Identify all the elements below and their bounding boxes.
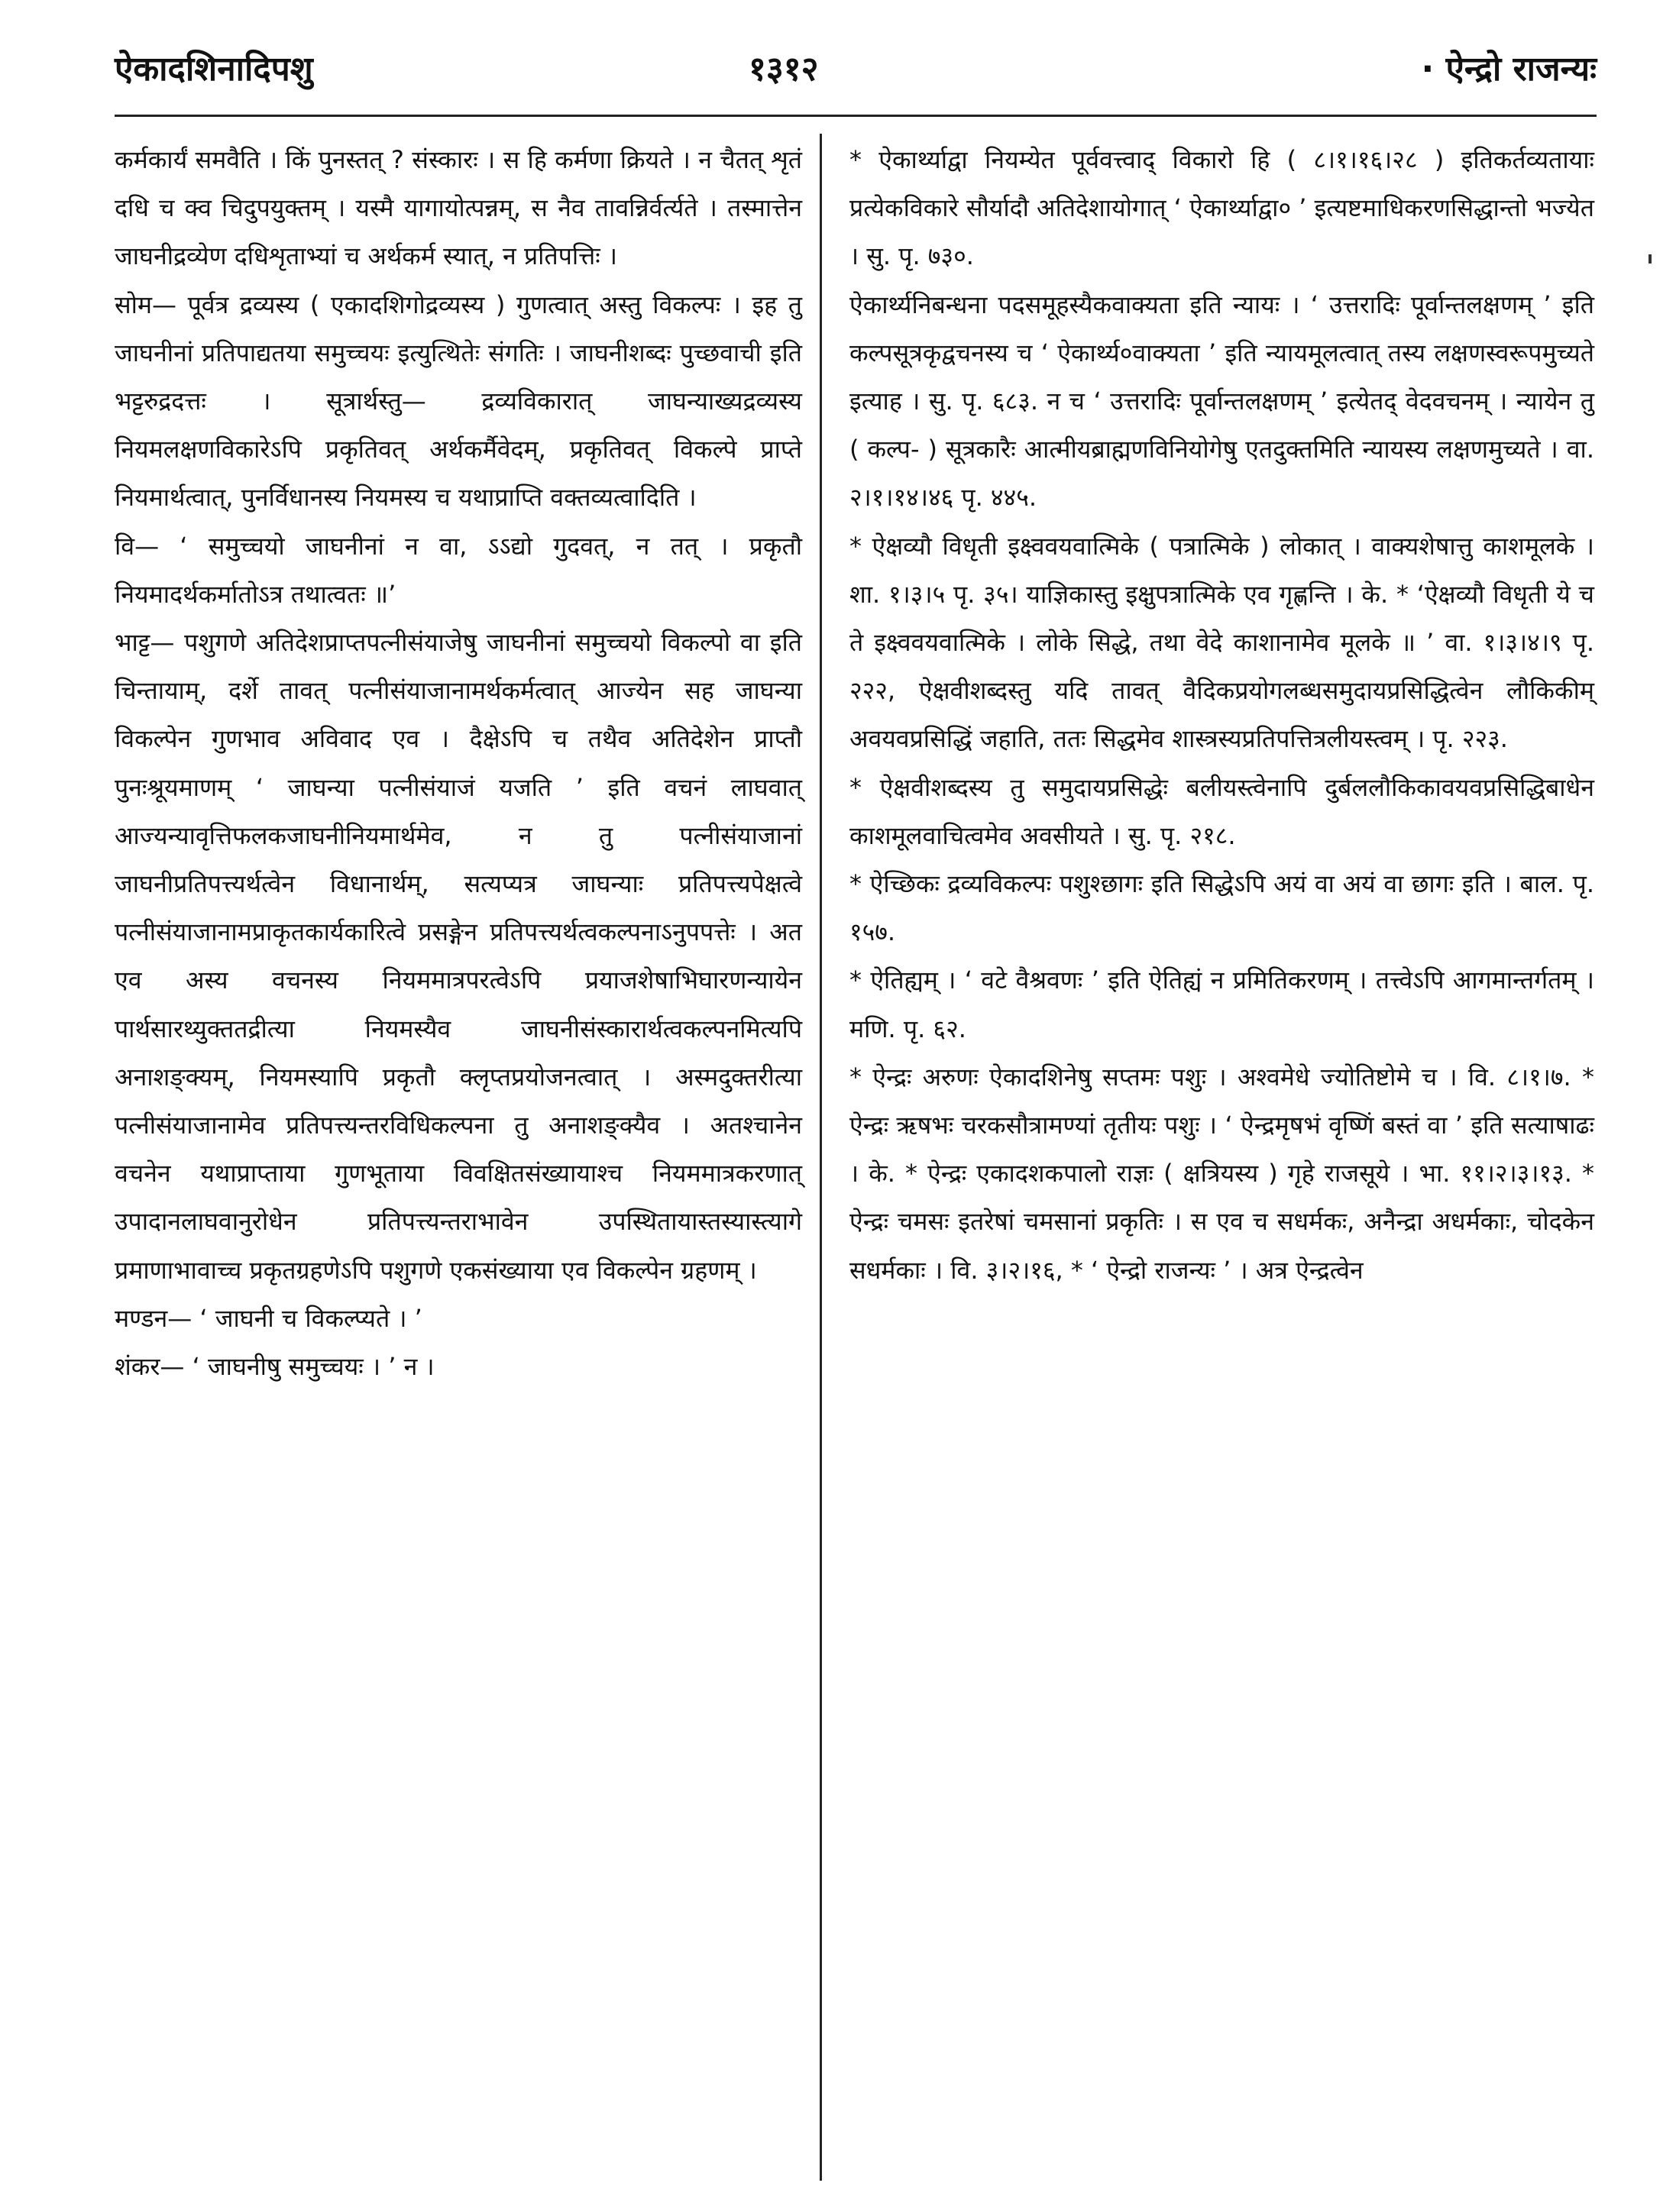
paragraph: मण्डन— ‘ जाघनी च विकल्प्यते । ’ — [115, 1303, 422, 1333]
paragraph: * ऐक्षवीशब्दस्य तु समुदायप्रसिद्धेः बलीयस्त्वेनापि दुर्बललौकिकावयवप्रसिद्धिबाधेन काशमूलवाचित्वमेव अवसीयते । सु. पृ. २१८. — [849, 772, 1594, 850]
paragraph: शंकर— ‘ जाघनीषु समुच्चयः । ’ न । — [115, 1352, 435, 1382]
left-column — [115, 136, 802, 1391]
paragraph: कर्मकार्यं समवैति । किं पुनस्तत् ? संस्कारः । स हि कर्मणा क्रियते । न चैतत् शृतं दधि च क्व चिदुपयुक्तम् । यस्मै यागायोत्पन्नम्, स नैव तावन्निर्वर्त्यते । तस्मात्तेन जाघनीद्रव्येण दधिशृताभ्यां च अर्थकर्म स्यात्, न प्रतिपत्तिः । — [115, 145, 802, 271]
paragraph: सोम— पूर्वत्र द्रव्यस्य ( एकादशिगोद्रव्यस्य ) गुणत्वात् अस्तु विकल्पः । इह तु जाघनीनां प्रतिपाद्यतया समुच्चयः इत्युत्थितेः संगतिः । जाघनीशब्दः पुच्छवाची इति भट्टरुद्रदत्तः । सूत्रार्थस्तु— द्रव्यविकारात् जाघन्याख्यद्रव्यस्य नियमलक्षणविकारेऽपि प्रकृतिवत् अर्थकर्मैवेदम्, प्रकृतिवत् विकल्पे प्राप्ते नियमार्थत्वात्, पुनर्विधानस्य नियमस्य च यथाप्राप्ति वक्तव्यत्वादिति । — [115, 289, 802, 513]
paragraph: * ऐकार्थ्याद्वा नियम्येत पूर्ववत्त्वाद् विकारो हि ( ८।१।१६।२८ ) इतिकर्तव्यतायाः प्रत्येकविकारे सौर्यादौ अतिदेशायोगात् ‘ ऐकार्थ्याद्वा० ’ इत्यष्टमाधिकरणसिद्धान्तो भज्येत । सु. पृ. ७३०. — [849, 145, 1594, 271]
right-column — [849, 136, 1594, 1295]
paragraph: * ऐच्छिकः द्रव्यविकल्पः पशुश्छागः इति सिद्धेऽपि अयं वा अयं वा छागः इति । बाल. पृ. १५७. — [849, 869, 1594, 947]
scan-speck — [1648, 254, 1652, 264]
running-head-left: ऐकादशिनादिपशु — [115, 50, 313, 89]
paragraph: वि— ‘ समुच्चयो जाघनीनां न वा, ऽऽद्यो गुदवत्, न तत् । प्रकृतौ नियमादर्थकर्मातोऽत्र तथात्वतः ॥’ — [115, 531, 802, 609]
page-header — [115, 44, 1597, 105]
running-head-right: · ऐन्द्रो राजन्यः — [1421, 50, 1597, 89]
column-divider — [820, 134, 822, 2181]
page-number: १३१२ — [749, 50, 819, 89]
paragraph: * ऐक्षव्यौ विधृती इक्ष्ववयवात्मिके ( पत्रात्मिके ) लोकात् । वाक्यशेषात्तु काशमूलके । शा. १।३।५ पृ. ३५। याज्ञिकास्तु इक्षुपत्रात्मिके एव गृह्णन्ति । के. * ‘ऐक्षव्यौ विधृती ये च ते इक्ष्ववयवात्मिके । लोके सिद्धे, तथा वेदे काशानामेव मूलके ॥ ’ वा. १।३।४।९ पृ. २२२, ऐक्षवीशब्दस्तु यदि तावत् वैदिकप्रयोगलब्धसमुदायप्रसिद्धित्वेन लौकिकीम् अवयवप्रसिद्धिं जहाति, ततः सिद्धमेव शास्त्रस्यप्रतिपत्तित्रलीयस्त्वम् । पृ. २२३. — [849, 531, 1594, 754]
paragraph: * ऐतिह्यम् । ‘ वटे वैश्रवणः ’ इति ऐतिह्यं न प्रमितिकरणम् । तत्त्वेऽपि आगमान्तर्गतम् । मणि. पृ. ६२. — [849, 965, 1594, 1043]
header-rule — [115, 115, 1597, 117]
paragraph: भाट्ट— पशुगणे अतिदेशप्राप्तपत्नीसंयाजेषु जाघनीनां समुच्चयो विकल्पो वा इति चिन्तायाम्, दर्शे तावत् पत्नीसंयाजानामर्थकर्मत्वात् आज्येन सह जाघन्या विकल्पेन गुणभाव अविवाद एव । दैक्षेऽपि च तथैव अतिदेशेन प्राप्तौ पुनःश्रूयमाणम् ‘ जाघन्या पत्नीसंयाजं यजति ’ इति वचनं लाघवात् आज्यन्यावृत्तिफलकजाघनीनियमार्थमेव, न तु पत्नीसंयाजानां जाघनीप्रतिपत्त्यर्थत्वेन विधानार्थम्, सत्यप्यत्र जाघन्याः प्रतिपत्त्यपेक्षत्वे पत्नीसंयाजानामप्राकृतकार्यकारित्वे प्रसङ्गेन प्रतिपत्त्यर्थत्वकल्पनाऽनुपपत्तेः । अत एव अस्य वचनस्य नियममात्रपरत्वेऽपि प्रयाजशेषाभिघारणन्यायेन पार्थसारथ्युक्ततद्रीत्या नियमस्यैव जाघनीसंस्कारार्थत्वकल्पनमित्यपि अनाशङ्क्यम्, नियमस्यापि प्रकृतौ क्लृप्तप्रयोजनत्वात् । अस्मदुक्तरीत्या पत्नीसंयाजानामेव प्रतिपत्त्यन्तरविधिकल्पना तु अनाशङ्क्यैव । अतश्चानेन वचनेन यथाप्राप्ताया गुणभूताया विवक्षितसंख्यायाश्च नियममात्रकरणात् उपादानलाघवानुरोधेन प्रतिपत्त्यन्तराभावेन उपस्थितायास्तस्यास्त्यागे प्रमाणाभावाच्च प्रकृतग्रहणेऽपि पशुगणे एकसंख्याया एव विकल्पेन ग्रहणम् । — [115, 628, 802, 1285]
paragraph: ऐकार्थ्यनिबन्धना पदसमूहस्यैकवाक्यता इति न्यायः । ‘ उत्तरादिः पूर्वान्तलक्षणम् ’ इति कल्पसूत्रकृद्वचनस्य च ‘ ऐकार्थ्य०वाक्यता ’ इति न्यायमूलत्वात् तस्य लक्षणस्वरूपमुच्यते इत्याह । सु. पृ. ६८३. न च ‘ उत्तरादिः पूर्वान्तलक्षणम् ’ इत्येतद् वेदवचनम् । न्यायेन तु ( कल्प- ) सूत्रकारैः आत्मीयब्राह्मणविनियोगेषु एतदुक्तमिति न्यायस्य लक्षणमुच्यते । वा. २।१।१४।४६ पृ. ४४५. — [849, 289, 1594, 513]
paragraph: * ऐन्द्रः अरुणः ऐकादशिनेषु सप्तमः पशुः । अश्वमेधे ज्योतिष्टोमे च । वि. ८।१।७. * ऐन्द्रः ऋषभः चरकसौत्रामण्यां तृतीयः पशुः । ‘ ऐन्द्रमृषभं वृष्णिं बस्तं वा ’ इति सत्याषाढः । के. * ऐन्द्रः एकादशकपालो राज्ञः ( क्षत्रियस्य ) गृहे राजसूये । भा. ११।२।३।१३. * ऐन्द्रः चमसः इतरेषां चमसानां प्रकृतिः । स एव च सधर्मकः, अनैन्द्रा अधर्मकाः, चोदकेन सधर्मकाः । वि. ३।२।१६, * ‘ ऐन्द्रो राजन्यः ’ । अत्र ऐन्द्रत्वेन — [849, 1062, 1594, 1285]
